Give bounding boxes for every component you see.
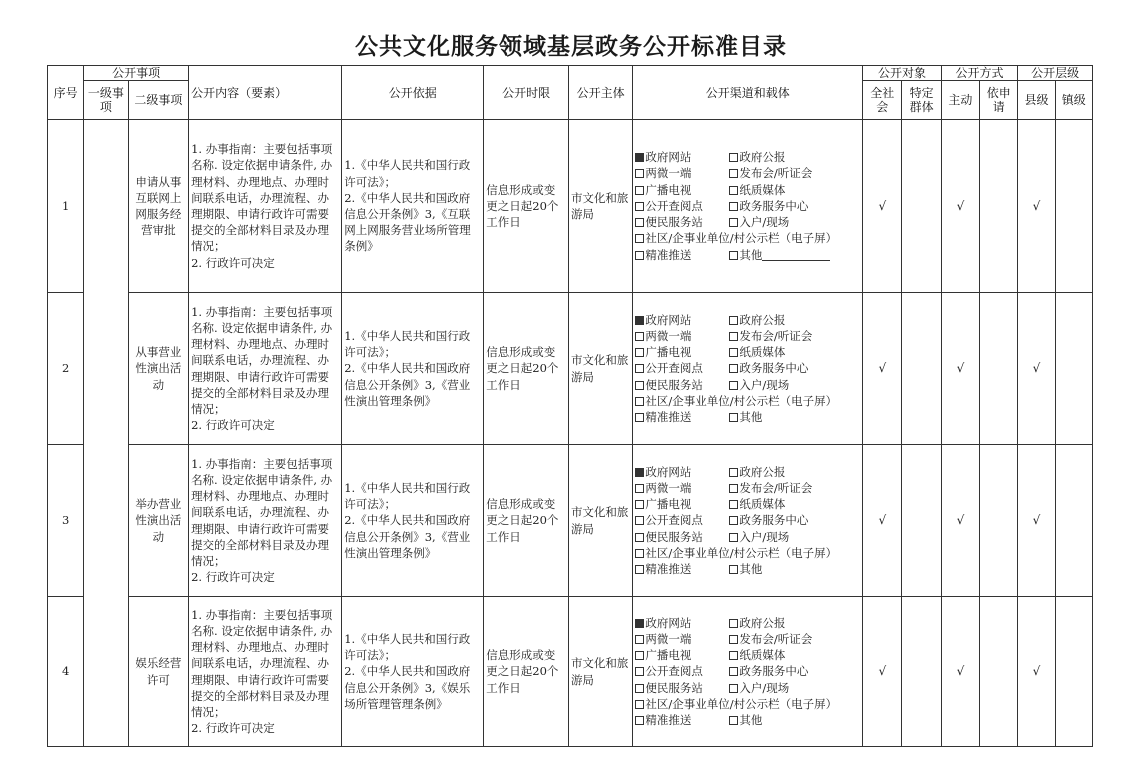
row-channels xyxy=(633,597,863,747)
check-target-all: √ xyxy=(863,445,902,597)
channel-label: 政府公报 xyxy=(739,464,786,479)
channel-line xyxy=(635,680,860,696)
row-seq: 3 xyxy=(48,445,84,597)
channel-label: 社区/企事业单位/村公示栏（电子屏） xyxy=(645,545,838,560)
row-seq: 4 xyxy=(48,597,84,747)
channel-option-gov-site xyxy=(635,615,729,631)
channel-option-door xyxy=(729,530,789,544)
check-method-active: √ xyxy=(941,120,979,293)
checkbox-icon xyxy=(635,332,644,341)
channel-label: 便民服务站 xyxy=(645,377,703,392)
header-target-all: 全社会 xyxy=(863,81,902,120)
channel-option-door xyxy=(729,378,789,392)
row-level2: 从事营业性演出活动 xyxy=(128,293,188,445)
check-method-request xyxy=(980,293,1018,445)
checkbox-icon xyxy=(729,316,738,325)
checkbox-icon xyxy=(729,533,738,542)
checkbox-icon xyxy=(729,619,738,628)
channel-line xyxy=(635,393,860,409)
channel-label: 精准推送 xyxy=(645,713,692,727)
channel-label: 政务服务中心 xyxy=(739,513,809,528)
row-subject: 市文化和旅游局 xyxy=(568,120,632,293)
channel-label: 公开查阅点 xyxy=(645,513,703,528)
checkbox-checked-icon xyxy=(635,619,644,628)
checkbox-icon xyxy=(729,186,738,195)
channel-option-other xyxy=(729,713,762,727)
channel-label: 两微一端 xyxy=(645,631,692,646)
blank-line xyxy=(762,250,830,261)
channel-option-precise xyxy=(635,712,729,728)
channel-option-community xyxy=(635,697,837,711)
checkbox-icon xyxy=(729,516,738,525)
row-basis: 1.《中华人民共和国行政许可法》； 2.《中华人民共和国政府信息公开条例》3,《娱乐场所管理管理条例》 xyxy=(342,597,484,747)
channel-option-convenience xyxy=(635,214,729,230)
checkbox-icon xyxy=(729,251,738,260)
channel-option-two-micro xyxy=(635,631,729,647)
channel-line xyxy=(635,409,860,425)
channel-option-reading xyxy=(635,360,729,376)
channel-line xyxy=(635,312,860,328)
channel-option-convenience xyxy=(635,377,729,393)
channel-line xyxy=(635,344,860,360)
channel-label: 政府公报 xyxy=(739,615,786,630)
channel-label: 公开查阅点 xyxy=(645,198,703,213)
checkbox-icon xyxy=(635,186,644,195)
channel-line xyxy=(635,631,860,647)
channel-label: 社区/企事业单位/村公示栏（电子屏） xyxy=(645,231,838,246)
channel-label: 纸质媒体 xyxy=(739,182,786,197)
header-method-active: 主动 xyxy=(941,81,979,120)
channel-line xyxy=(635,464,860,480)
checkbox-icon xyxy=(635,651,644,660)
row-level2: 申请从事互联网上网服务经营审批 xyxy=(128,120,188,293)
channel-label: 入户/现场 xyxy=(739,680,790,695)
check-level-town xyxy=(1055,120,1092,293)
check-target-all: √ xyxy=(863,120,902,293)
checkbox-icon xyxy=(635,202,644,211)
channel-label: 两微一端 xyxy=(645,480,692,495)
header-seq: 序号 xyxy=(48,66,84,120)
header-level-county: 县级 xyxy=(1018,81,1055,120)
checkbox-icon xyxy=(729,716,738,725)
channel-option-service-center xyxy=(729,199,808,213)
channel-label: 政务服务中心 xyxy=(739,198,809,213)
channel-line xyxy=(635,165,860,181)
channel-label: 入户/现场 xyxy=(739,377,790,392)
channel-option-reading xyxy=(635,512,729,528)
channel-label: 便民服务站 xyxy=(645,215,703,230)
channel-option-paper xyxy=(729,345,785,359)
row-content: 1. 办事指南：主要包括事项名称. 设定依据申请条件, 办理材料、办理地点、办理时间联系电话，办理流程、办理期限、申请行政许可需要提交的全部材料目录及办理情况； 2. 行政许可决定 xyxy=(189,293,342,445)
row-subject: 市文化和旅游局 xyxy=(568,445,632,597)
checkbox-icon xyxy=(635,381,644,390)
channel-option-precise xyxy=(635,561,729,577)
header-level2: 二级事项 xyxy=(128,81,188,120)
channel-line xyxy=(635,512,860,528)
channel-label: 发布会/听证会 xyxy=(739,631,813,646)
channel-label: 其他 xyxy=(739,247,763,262)
checkbox-icon xyxy=(729,684,738,693)
table-row xyxy=(48,445,1093,597)
channel-option-press xyxy=(729,481,812,495)
checkbox-icon xyxy=(729,169,738,178)
checkbox-icon xyxy=(729,153,738,162)
channel-line xyxy=(635,328,860,344)
channel-label: 发布会/听证会 xyxy=(739,166,813,181)
checkbox-icon xyxy=(635,565,644,574)
channel-option-press xyxy=(729,329,812,343)
row-content: 1. 办事指南：主要包括事项名称. 设定依据申请条件, 办理材料、办理地点、办理时间联系电话，办理流程、办理期限、申请行政许可需要提交的全部材料目录及办理情况； 2. 行政许可决定 xyxy=(189,445,342,597)
channel-label: 精准推送 xyxy=(645,562,692,576)
header-target-specific: 特定群体 xyxy=(902,81,941,120)
channel-line xyxy=(635,480,860,496)
channel-label: 便民服务站 xyxy=(645,680,703,695)
check-level-county: √ xyxy=(1018,293,1055,445)
channel-option-precise xyxy=(635,247,729,263)
channel-label: 政府网站 xyxy=(645,464,692,479)
channel-line xyxy=(635,149,860,165)
channel-option-two-micro xyxy=(635,328,729,344)
channel-label: 入户/现场 xyxy=(739,529,790,544)
channel-option-community xyxy=(635,546,837,560)
channel-line xyxy=(635,198,860,214)
check-level-town xyxy=(1055,597,1092,747)
channel-option-convenience xyxy=(635,680,729,696)
channel-line xyxy=(635,377,860,393)
header-level1: 一级事项 xyxy=(84,81,128,120)
checkbox-icon xyxy=(729,651,738,660)
channel-option-gov-gazette xyxy=(729,616,785,630)
checkbox-icon xyxy=(635,549,644,558)
checkbox-icon xyxy=(635,218,644,227)
channel-option-reading xyxy=(635,198,729,214)
checkbox-icon xyxy=(729,202,738,211)
channel-label: 广播电视 xyxy=(645,648,692,663)
check-target-specific xyxy=(902,120,941,293)
checkbox-icon xyxy=(635,684,644,693)
channel-option-community xyxy=(635,394,837,408)
checkbox-icon xyxy=(729,484,738,493)
row-basis: 1.《中华人民共和国行政许可法》； 2.《中华人民共和国政府信息公开条例》3,《互联网上网服务营业场所管理条例》 xyxy=(342,120,484,293)
checkbox-icon xyxy=(635,169,644,178)
channel-label: 政务服务中心 xyxy=(739,664,809,679)
channel-option-service-center xyxy=(729,361,808,375)
checkbox-icon xyxy=(635,484,644,493)
channel-label: 政府网站 xyxy=(645,150,692,165)
checkbox-icon xyxy=(635,500,644,509)
channel-option-gov-gazette xyxy=(729,465,785,479)
channel-line xyxy=(635,214,860,230)
header-time-limit: 公开时限 xyxy=(484,66,569,120)
channel-line xyxy=(635,230,860,246)
channel-label: 两微一端 xyxy=(645,166,692,181)
channel-line xyxy=(635,247,860,263)
table-row xyxy=(48,293,1093,445)
channel-line xyxy=(635,496,860,512)
check-level-county: √ xyxy=(1018,597,1055,747)
check-level-county: √ xyxy=(1018,120,1055,293)
channel-label: 纸质媒体 xyxy=(739,497,786,512)
checkbox-icon xyxy=(729,364,738,373)
channel-option-paper xyxy=(729,497,785,511)
check-method-request xyxy=(980,120,1018,293)
header-method-request: 依申请 xyxy=(980,81,1018,120)
checkbox-icon xyxy=(729,667,738,676)
check-method-request xyxy=(980,445,1018,597)
check-level-county: √ xyxy=(1018,445,1055,597)
row-time-limit: 信息形成或变更之日起20个工作日 xyxy=(484,293,569,445)
channel-label: 广播电视 xyxy=(645,497,692,512)
header-subject: 公开主体 xyxy=(568,66,632,120)
header-matter: 公开事项 xyxy=(84,66,189,81)
check-method-active: √ xyxy=(941,445,979,597)
channel-line xyxy=(635,663,860,679)
channel-label: 其他 xyxy=(739,713,763,727)
channel-label: 广播电视 xyxy=(645,345,692,360)
checkbox-icon xyxy=(729,468,738,477)
checkbox-icon xyxy=(635,533,644,542)
channel-label: 入户/现场 xyxy=(739,215,790,230)
channel-label: 纸质媒体 xyxy=(739,648,786,663)
row-channels xyxy=(633,293,863,445)
table-row xyxy=(48,597,1093,747)
channel-line xyxy=(635,545,860,561)
header-level: 公开层级 xyxy=(1018,66,1093,81)
channel-option-gov-site xyxy=(635,464,729,480)
channel-option-gov-gazette xyxy=(729,313,785,327)
checkbox-icon xyxy=(729,348,738,357)
channel-line xyxy=(635,696,860,712)
channel-option-gov-site xyxy=(635,149,729,165)
channel-option-press xyxy=(729,166,812,180)
channel-label: 公开查阅点 xyxy=(645,361,703,376)
channel-option-other xyxy=(729,562,762,576)
channel-label: 公开查阅点 xyxy=(645,664,703,679)
channel-option-broadcast xyxy=(635,344,729,360)
check-level-town xyxy=(1055,445,1092,597)
channel-label: 政府公报 xyxy=(739,150,786,165)
channel-option-service-center xyxy=(729,664,808,678)
row-content: 1. 办事指南：主要包括事项名称. 设定依据申请条件, 办理材料、办理地点、办理时间联系电话，办理流程、办理期限、申请行政许可需要提交的全部材料目录及办理情况； 2. 行政许可决定 xyxy=(189,597,342,747)
row-seq: 1 xyxy=(48,120,84,293)
row-channels xyxy=(633,120,863,293)
header-method: 公开方式 xyxy=(941,66,1018,81)
check-target-specific xyxy=(902,597,941,747)
checkbox-icon xyxy=(635,251,644,260)
checkbox-icon xyxy=(729,500,738,509)
channel-line xyxy=(635,615,860,631)
checkbox-icon xyxy=(729,413,738,422)
channel-label: 发布会/听证会 xyxy=(739,328,813,343)
channel-line xyxy=(635,182,860,198)
check-method-request xyxy=(980,597,1018,747)
checkbox-icon xyxy=(635,348,644,357)
channel-option-community xyxy=(635,231,837,245)
channel-label: 发布会/听证会 xyxy=(739,480,813,495)
document-title: 公共文化服务领域基层政务公开标准目录 xyxy=(355,34,787,60)
channel-option-reading xyxy=(635,663,729,679)
header-level-town: 镇级 xyxy=(1055,81,1092,120)
channel-option-convenience xyxy=(635,529,729,545)
channel-label: 其他 xyxy=(739,562,763,576)
channel-label: 政府网站 xyxy=(645,615,692,630)
channel-line xyxy=(635,561,860,577)
checkbox-icon xyxy=(635,516,644,525)
channel-label: 政务服务中心 xyxy=(739,361,809,376)
channel-option-two-micro xyxy=(635,480,729,496)
channel-option-broadcast xyxy=(635,182,729,198)
channel-line xyxy=(635,529,860,545)
row-time-limit: 信息形成或变更之日起20个工作日 xyxy=(484,445,569,597)
catalog-table xyxy=(47,65,1093,747)
channel-option-service-center xyxy=(729,513,808,527)
check-target-specific xyxy=(902,293,941,445)
channel-label: 便民服务站 xyxy=(645,529,703,544)
channel-option-broadcast xyxy=(635,496,729,512)
channel-option-broadcast xyxy=(635,647,729,663)
channel-label: 政府网站 xyxy=(645,312,692,327)
channel-label: 社区/企事业单位/村公示栏（电子屏） xyxy=(645,696,838,711)
checkbox-icon xyxy=(729,565,738,574)
checkbox-checked-icon xyxy=(635,316,644,325)
channel-option-precise xyxy=(635,409,729,425)
channel-option-paper xyxy=(729,183,785,197)
channel-option-door xyxy=(729,215,789,229)
check-target-specific xyxy=(902,445,941,597)
channel-line xyxy=(635,360,860,376)
channel-option-press xyxy=(729,632,812,646)
channel-label: 精准推送 xyxy=(645,410,692,424)
checkbox-icon xyxy=(635,716,644,725)
checkbox-checked-icon xyxy=(635,153,644,162)
header-content: 公开内容（要素） xyxy=(189,66,342,120)
channel-option-two-micro xyxy=(635,165,729,181)
channel-option-door xyxy=(729,681,789,695)
channel-label: 两微一端 xyxy=(645,328,692,343)
row-basis: 1.《中华人民共和国行政许可法》； 2.《中华人民共和国政府信息公开条例》3,《营业性演出管理条例》 xyxy=(342,445,484,597)
channel-label: 纸质媒体 xyxy=(739,345,786,360)
row-time-limit: 信息形成或变更之日起20个工作日 xyxy=(484,597,569,747)
channel-label: 精准推送 xyxy=(645,247,692,262)
table-row xyxy=(48,120,1093,293)
check-target-all: √ xyxy=(863,293,902,445)
checkbox-icon xyxy=(729,218,738,227)
row-level2: 娱乐经营许可 xyxy=(128,597,188,747)
channel-line xyxy=(635,712,860,728)
channel-label: 社区/企事业单位/村公示栏（电子屏） xyxy=(645,393,838,408)
header-channels: 公开渠道和载体 xyxy=(633,66,863,120)
checkbox-icon xyxy=(635,700,644,709)
channel-label: 政府公报 xyxy=(739,312,786,327)
row-time-limit: 信息形成或变更之日起20个工作日 xyxy=(484,120,569,293)
row-basis: 1.《中华人民共和国行政许可法》； 2.《中华人民共和国政府信息公开条例》3,《营业性演出管理条例》 xyxy=(342,293,484,445)
row-subject: 市文化和旅游局 xyxy=(568,293,632,445)
checkbox-icon xyxy=(729,332,738,341)
checkbox-icon xyxy=(635,635,644,644)
row-level1 xyxy=(84,120,128,747)
checkbox-icon xyxy=(635,413,644,422)
header-target: 公开对象 xyxy=(863,66,942,81)
channel-option-paper xyxy=(729,648,785,662)
row-content: 1. 办事指南：主要包括事项名称. 设定依据申请条件, 办理材料、办理地点、办理时间联系电话，办理流程、办理期限、申请行政许可需要提交的全部材料目录及办理情况； 2. 行政许可决定 xyxy=(189,120,342,293)
checkbox-icon xyxy=(635,364,644,373)
checkbox-icon xyxy=(635,667,644,676)
check-method-active: √ xyxy=(941,293,979,445)
header-basis: 公开依据 xyxy=(342,66,484,120)
row-channels xyxy=(633,445,863,597)
channel-label: 其他 xyxy=(739,410,763,424)
row-level2: 举办营业性演出活动 xyxy=(128,445,188,597)
check-method-active: √ xyxy=(941,597,979,747)
channel-option-gov-gazette xyxy=(729,150,785,164)
channel-option-other xyxy=(729,410,762,424)
channel-line xyxy=(635,647,860,663)
checkbox-checked-icon xyxy=(635,468,644,477)
check-target-all: √ xyxy=(863,597,902,747)
check-level-town xyxy=(1055,293,1092,445)
checkbox-icon xyxy=(635,234,644,243)
checkbox-icon xyxy=(729,381,738,390)
checkbox-icon xyxy=(729,635,738,644)
channel-label: 广播电视 xyxy=(645,182,692,197)
checkbox-icon xyxy=(635,397,644,406)
row-subject: 市文化和旅游局 xyxy=(568,597,632,747)
row-seq: 2 xyxy=(48,293,84,445)
channel-option-gov-site xyxy=(635,312,729,328)
channel-option-other xyxy=(729,248,830,262)
